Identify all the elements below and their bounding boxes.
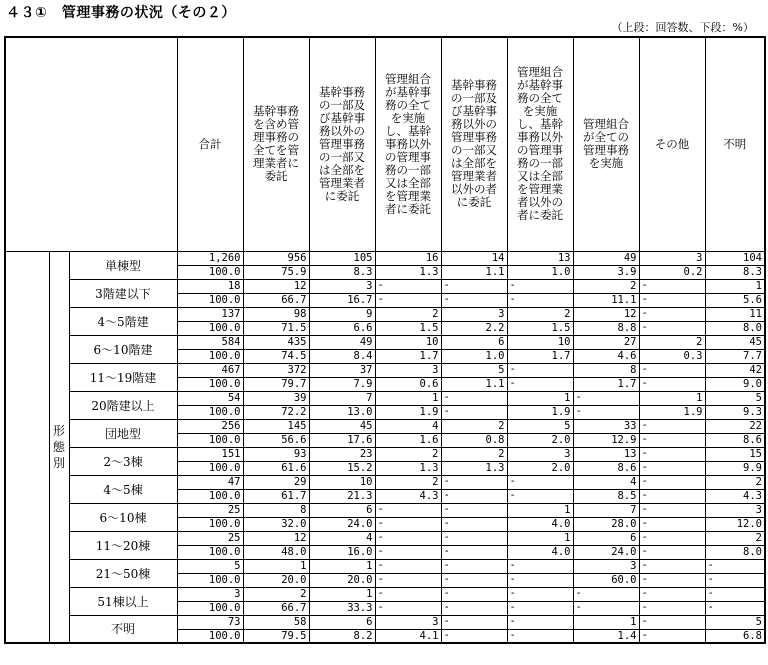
- column-header: 基幹事務を含め管理事務の全てを管理業者に委託: [243, 37, 309, 251]
- count-cell: 3: [177, 587, 243, 601]
- count-cell: 58: [243, 615, 309, 629]
- percent-cell: 8.0: [705, 545, 765, 559]
- row-label: 51棟以上: [69, 587, 177, 615]
- count-cell: 1: [507, 391, 573, 405]
- percent-cell: -: [441, 517, 507, 531]
- count-cell: -: [441, 587, 507, 601]
- count-cell: 2: [639, 335, 705, 349]
- count-cell: 3: [507, 447, 573, 461]
- table-row: [5, 419, 765, 433]
- count-cell: 39: [243, 391, 309, 405]
- count-cell: 2: [441, 419, 507, 433]
- table-row: [5, 335, 765, 349]
- count-cell: 2: [375, 447, 441, 461]
- count-cell: -: [639, 531, 705, 545]
- percent-cell: 4.3: [375, 489, 441, 503]
- table-row: [5, 391, 765, 405]
- count-cell: -: [441, 559, 507, 573]
- table-row: [5, 447, 765, 461]
- count-cell: -: [573, 587, 639, 601]
- count-cell: 22: [705, 419, 765, 433]
- percent-cell: 100.0: [177, 293, 243, 307]
- count-cell: -: [573, 391, 639, 405]
- count-cell: 105: [309, 251, 375, 265]
- count-cell: 98: [243, 307, 309, 321]
- column-header: 基幹事務の一部及び基幹事務以外の管理事務の一部又は全部を管理業者に委託: [309, 37, 375, 251]
- percent-cell: 8.3: [705, 265, 765, 279]
- percent-cell: 1.3: [375, 461, 441, 475]
- blank-cell: [5, 251, 49, 643]
- count-cell: 10: [507, 335, 573, 349]
- header-corner: [5, 37, 177, 251]
- percent-cell: -: [441, 573, 507, 587]
- count-cell: 104: [705, 251, 765, 265]
- percent-cell: 100.0: [177, 405, 243, 419]
- count-cell: -: [507, 475, 573, 489]
- count-cell: 2: [507, 307, 573, 321]
- count-cell: 14: [441, 251, 507, 265]
- count-cell: -: [705, 559, 765, 573]
- count-cell: -: [441, 279, 507, 293]
- row-label: 2～3棟: [69, 447, 177, 475]
- count-cell: 4: [375, 419, 441, 433]
- count-cell: -: [441, 503, 507, 517]
- count-cell: 3: [573, 559, 639, 573]
- count-cell: -: [441, 475, 507, 489]
- percent-cell: -: [375, 545, 441, 559]
- count-cell: -: [705, 587, 765, 601]
- percent-cell: -: [441, 293, 507, 307]
- count-cell: 145: [243, 419, 309, 433]
- count-cell: -: [375, 279, 441, 293]
- count-cell: 7: [573, 503, 639, 517]
- table-row: [5, 475, 765, 489]
- percent-cell: 1.7: [375, 349, 441, 363]
- percent-cell: 1.9: [507, 405, 573, 419]
- table-row: [5, 503, 765, 517]
- percent-cell: 5.6: [705, 293, 765, 307]
- table-row: [5, 531, 765, 545]
- count-cell: -: [639, 419, 705, 433]
- percent-cell: -: [375, 517, 441, 531]
- count-cell: 23: [309, 447, 375, 461]
- count-cell: 8: [573, 363, 639, 377]
- percent-cell: 7.9: [309, 377, 375, 391]
- percent-cell: 12.9: [573, 433, 639, 447]
- count-cell: 27: [573, 335, 639, 349]
- count-cell: 1: [639, 391, 705, 405]
- count-cell: 137: [177, 307, 243, 321]
- row-label: 4～5階建: [69, 307, 177, 335]
- column-header: 基幹事務の一部及び基幹事務以外の管理事務の一部又は全部を管理業者以外の者に委託: [441, 37, 507, 251]
- table-row: [5, 307, 765, 321]
- count-cell: 4: [573, 475, 639, 489]
- count-cell: 45: [309, 419, 375, 433]
- percent-cell: 15.2: [309, 461, 375, 475]
- count-cell: -: [507, 587, 573, 601]
- count-cell: 4: [309, 531, 375, 545]
- percent-cell: 100.0: [177, 433, 243, 447]
- count-cell: -: [639, 307, 705, 321]
- percent-cell: 4.0: [507, 545, 573, 559]
- percent-cell: 74.5: [243, 349, 309, 363]
- count-cell: 15: [705, 447, 765, 461]
- percent-cell: -: [507, 601, 573, 615]
- count-cell: -: [639, 279, 705, 293]
- count-cell: -: [375, 587, 441, 601]
- percent-cell: -: [639, 433, 705, 447]
- page-title: ４３① 管理事務の状況（その２）: [6, 5, 236, 21]
- count-cell: 42: [705, 363, 765, 377]
- column-header: 不明: [705, 37, 765, 251]
- percent-cell: -: [441, 629, 507, 643]
- count-cell: 49: [309, 335, 375, 349]
- count-cell: 5: [441, 363, 507, 377]
- percent-cell: 11.1: [573, 293, 639, 307]
- percent-cell: 1.7: [573, 377, 639, 391]
- count-cell: 1: [375, 391, 441, 405]
- count-cell: 3: [309, 279, 375, 293]
- percent-cell: -: [507, 573, 573, 587]
- count-cell: -: [639, 475, 705, 489]
- count-cell: 6: [309, 503, 375, 517]
- percent-cell: 3.9: [573, 265, 639, 279]
- count-cell: -: [639, 363, 705, 377]
- count-cell: 6: [441, 335, 507, 349]
- percent-cell: 8.6: [573, 461, 639, 475]
- percent-cell: -: [375, 601, 441, 615]
- percent-cell: 8.6: [705, 433, 765, 447]
- count-cell: 9: [309, 307, 375, 321]
- percent-cell: 66.7: [243, 293, 309, 307]
- percent-cell: 1.9: [375, 405, 441, 419]
- count-cell: 1: [243, 559, 309, 573]
- count-cell: -: [639, 615, 705, 629]
- count-cell: 1,260: [177, 251, 243, 265]
- column-header: 管理組合が基幹事務の全てを実施し、基幹事務以外の管理事務の一部又は全部を管理業者以外の者に委託: [507, 37, 573, 251]
- percent-cell: 9.9: [705, 461, 765, 475]
- count-cell: 1: [507, 503, 573, 517]
- count-cell: 1: [573, 615, 639, 629]
- count-cell: 956: [243, 251, 309, 265]
- count-cell: 93: [243, 447, 309, 461]
- row-label: 4～5棟: [69, 475, 177, 503]
- percent-cell: -: [705, 573, 765, 587]
- percent-cell: 1.4: [573, 629, 639, 643]
- percent-cell: 4.6: [573, 349, 639, 363]
- percent-cell: 48.0: [243, 545, 309, 559]
- count-cell: 45: [705, 335, 765, 349]
- percent-cell: 60.0: [573, 573, 639, 587]
- row-label: 11～19階建: [69, 363, 177, 391]
- percent-cell: 28.0: [573, 517, 639, 531]
- percent-cell: 1.1: [441, 377, 507, 391]
- percent-cell: 56.6: [243, 433, 309, 447]
- row-label: 21～50棟: [69, 559, 177, 587]
- percent-cell: 100.0: [177, 545, 243, 559]
- row-label: 不明: [69, 615, 177, 643]
- percent-cell: 9.0: [705, 377, 765, 391]
- percent-cell: -: [375, 293, 441, 307]
- count-cell: 8: [243, 503, 309, 517]
- count-cell: 3: [441, 307, 507, 321]
- percent-cell: -: [639, 545, 705, 559]
- count-cell: 16: [375, 251, 441, 265]
- count-cell: -: [507, 363, 573, 377]
- percent-cell: 1.3: [375, 265, 441, 279]
- percent-cell: -: [375, 573, 441, 587]
- count-cell: 1: [705, 279, 765, 293]
- count-cell: 25: [177, 531, 243, 545]
- percent-cell: 12.0: [705, 517, 765, 531]
- count-cell: 7: [309, 391, 375, 405]
- percent-cell: -: [507, 489, 573, 503]
- row-label: 単棟型: [69, 251, 177, 279]
- percent-cell: 21.3: [309, 489, 375, 503]
- row-label: 20階建以上: [69, 391, 177, 419]
- count-cell: 2: [441, 447, 507, 461]
- count-cell: 2: [375, 475, 441, 489]
- percent-cell: 24.0: [573, 545, 639, 559]
- percent-cell: -: [639, 293, 705, 307]
- percent-cell: 8.3: [309, 265, 375, 279]
- column-header: 管理組合が基幹事務の全てを実施し、基幹事務以外の管理事務の一部又は全部を管理業者に委託: [375, 37, 441, 251]
- percent-cell: 2.0: [507, 433, 573, 447]
- count-cell: 1: [309, 587, 375, 601]
- percent-cell: -: [507, 629, 573, 643]
- count-cell: 2: [375, 307, 441, 321]
- percent-cell: -: [639, 321, 705, 335]
- percent-cell: 100.0: [177, 517, 243, 531]
- count-cell: 37: [309, 363, 375, 377]
- count-cell: 13: [573, 447, 639, 461]
- row-label: 団地型: [69, 419, 177, 447]
- count-cell: -: [639, 559, 705, 573]
- percent-cell: 16.0: [309, 545, 375, 559]
- percent-cell: -: [573, 601, 639, 615]
- count-cell: -: [639, 447, 705, 461]
- row-label: 6～10階建: [69, 335, 177, 363]
- count-cell: -: [507, 279, 573, 293]
- count-cell: 10: [375, 335, 441, 349]
- count-cell: 54: [177, 391, 243, 405]
- count-cell: 10: [309, 475, 375, 489]
- percent-cell: 8.2: [309, 629, 375, 643]
- percent-cell: 1.5: [507, 321, 573, 335]
- percent-cell: 79.5: [243, 629, 309, 643]
- count-cell: 3: [705, 503, 765, 517]
- percent-cell: 61.7: [243, 489, 309, 503]
- percent-cell: 100.0: [177, 377, 243, 391]
- percent-cell: 6.6: [309, 321, 375, 335]
- count-cell: 18: [177, 279, 243, 293]
- percent-cell: -: [639, 517, 705, 531]
- count-cell: 33: [573, 419, 639, 433]
- count-cell: -: [639, 587, 705, 601]
- percent-cell: -: [441, 405, 507, 419]
- count-cell: 2: [243, 587, 309, 601]
- percent-cell: 4.1: [375, 629, 441, 643]
- percent-cell: 1.5: [375, 321, 441, 335]
- percent-cell: 20.0: [309, 573, 375, 587]
- percent-cell: 4.3: [705, 489, 765, 503]
- table-row: [5, 587, 765, 601]
- count-cell: 3: [375, 363, 441, 377]
- header-row: [5, 37, 765, 251]
- percent-cell: -: [441, 601, 507, 615]
- percent-cell: 1.0: [441, 349, 507, 363]
- row-label: 11～20棟: [69, 531, 177, 559]
- percent-cell: 6.8: [705, 629, 765, 643]
- percent-cell: 100.0: [177, 601, 243, 615]
- count-cell: -: [375, 531, 441, 545]
- table-row: [5, 363, 765, 377]
- percent-cell: 61.6: [243, 461, 309, 475]
- count-cell: 25: [177, 503, 243, 517]
- percent-cell: -: [507, 377, 573, 391]
- percent-cell: 0.6: [375, 377, 441, 391]
- percent-cell: -: [507, 293, 573, 307]
- percent-cell: 100.0: [177, 489, 243, 503]
- count-cell: -: [639, 503, 705, 517]
- count-cell: 73: [177, 615, 243, 629]
- table-row: [5, 251, 765, 265]
- percent-cell: 32.0: [243, 517, 309, 531]
- count-cell: 6: [573, 531, 639, 545]
- percent-cell: 1.3: [441, 461, 507, 475]
- percent-cell: -: [639, 629, 705, 643]
- percent-cell: -: [639, 489, 705, 503]
- percent-cell: 66.7: [243, 601, 309, 615]
- percent-cell: 16.7: [309, 293, 375, 307]
- count-cell: 49: [573, 251, 639, 265]
- percent-cell: 9.3: [705, 405, 765, 419]
- count-cell: -: [507, 615, 573, 629]
- count-cell: 13: [507, 251, 573, 265]
- percent-cell: 0.8: [441, 433, 507, 447]
- count-cell: 29: [243, 475, 309, 489]
- count-cell: -: [441, 531, 507, 545]
- column-header: 管理組合が全ての管理事務を実施: [573, 37, 639, 251]
- percent-cell: -: [705, 601, 765, 615]
- percent-cell: 71.5: [243, 321, 309, 335]
- count-cell: -: [507, 559, 573, 573]
- percent-cell: 100.0: [177, 321, 243, 335]
- percent-cell: 72.2: [243, 405, 309, 419]
- percent-cell: -: [639, 601, 705, 615]
- count-cell: 47: [177, 475, 243, 489]
- percent-cell: 0.3: [639, 349, 705, 363]
- percent-cell: 24.0: [309, 517, 375, 531]
- count-cell: 6: [309, 615, 375, 629]
- count-cell: 5: [705, 615, 765, 629]
- count-cell: 5: [177, 559, 243, 573]
- percent-cell: 4.0: [507, 517, 573, 531]
- percent-cell: 79.7: [243, 377, 309, 391]
- count-cell: 372: [243, 363, 309, 377]
- percent-cell: 75.9: [243, 265, 309, 279]
- count-cell: 2: [573, 279, 639, 293]
- column-header: 合計: [177, 37, 243, 251]
- group-label: 形態別: [49, 251, 69, 643]
- count-cell: 12: [243, 279, 309, 293]
- percent-cell: 17.6: [309, 433, 375, 447]
- count-cell: 2: [705, 531, 765, 545]
- percent-cell: -: [573, 405, 639, 419]
- count-cell: -: [441, 391, 507, 405]
- count-cell: 435: [243, 335, 309, 349]
- count-cell: 1: [507, 531, 573, 545]
- percent-cell: 20.0: [243, 573, 309, 587]
- percent-cell: -: [639, 461, 705, 475]
- count-cell: 151: [177, 447, 243, 461]
- data-table: [4, 36, 766, 644]
- percent-cell: 8.4: [309, 349, 375, 363]
- percent-cell: 1.6: [375, 433, 441, 447]
- count-cell: -: [441, 615, 507, 629]
- percent-cell: 2.2: [441, 321, 507, 335]
- count-cell: 584: [177, 335, 243, 349]
- percent-cell: 7.7: [705, 349, 765, 363]
- count-cell: -: [375, 559, 441, 573]
- percent-cell: 100.0: [177, 629, 243, 643]
- percent-cell: 100.0: [177, 265, 243, 279]
- percent-cell: 0.2: [639, 265, 705, 279]
- count-cell: 5: [507, 419, 573, 433]
- percent-cell: 8.8: [573, 321, 639, 335]
- percent-cell: 100.0: [177, 461, 243, 475]
- percent-cell: 33.3: [309, 601, 375, 615]
- table-row: [5, 615, 765, 629]
- percent-cell: -: [639, 573, 705, 587]
- percent-cell: -: [441, 545, 507, 559]
- row-label: 3階建以下: [69, 279, 177, 307]
- count-cell: 12: [243, 531, 309, 545]
- count-cell: 3: [375, 615, 441, 629]
- count-cell: 256: [177, 419, 243, 433]
- percent-cell: -: [639, 377, 705, 391]
- percent-cell: 13.0: [309, 405, 375, 419]
- percent-cell: 100.0: [177, 573, 243, 587]
- percent-cell: 8.0: [705, 321, 765, 335]
- table-row: [5, 279, 765, 293]
- count-cell: 12: [573, 307, 639, 321]
- count-cell: 1: [309, 559, 375, 573]
- percent-cell: 100.0: [177, 349, 243, 363]
- percent-cell: -: [441, 489, 507, 503]
- count-cell: 11: [705, 307, 765, 321]
- percent-cell: 1.9: [639, 405, 705, 419]
- row-label: 6～10棟: [69, 503, 177, 531]
- percent-cell: 2.0: [507, 461, 573, 475]
- count-cell: 2: [705, 475, 765, 489]
- table-row: [5, 559, 765, 573]
- percent-cell: 1.0: [507, 265, 573, 279]
- count-cell: 5: [705, 391, 765, 405]
- column-header: その他: [639, 37, 705, 251]
- count-cell: 467: [177, 363, 243, 377]
- percent-cell: 1.1: [441, 265, 507, 279]
- count-cell: 3: [639, 251, 705, 265]
- percent-cell: 8.5: [573, 489, 639, 503]
- percent-cell: 1.7: [507, 349, 573, 363]
- unit-note: （上段：回答数、下段：%）: [611, 21, 754, 34]
- count-cell: -: [375, 503, 441, 517]
